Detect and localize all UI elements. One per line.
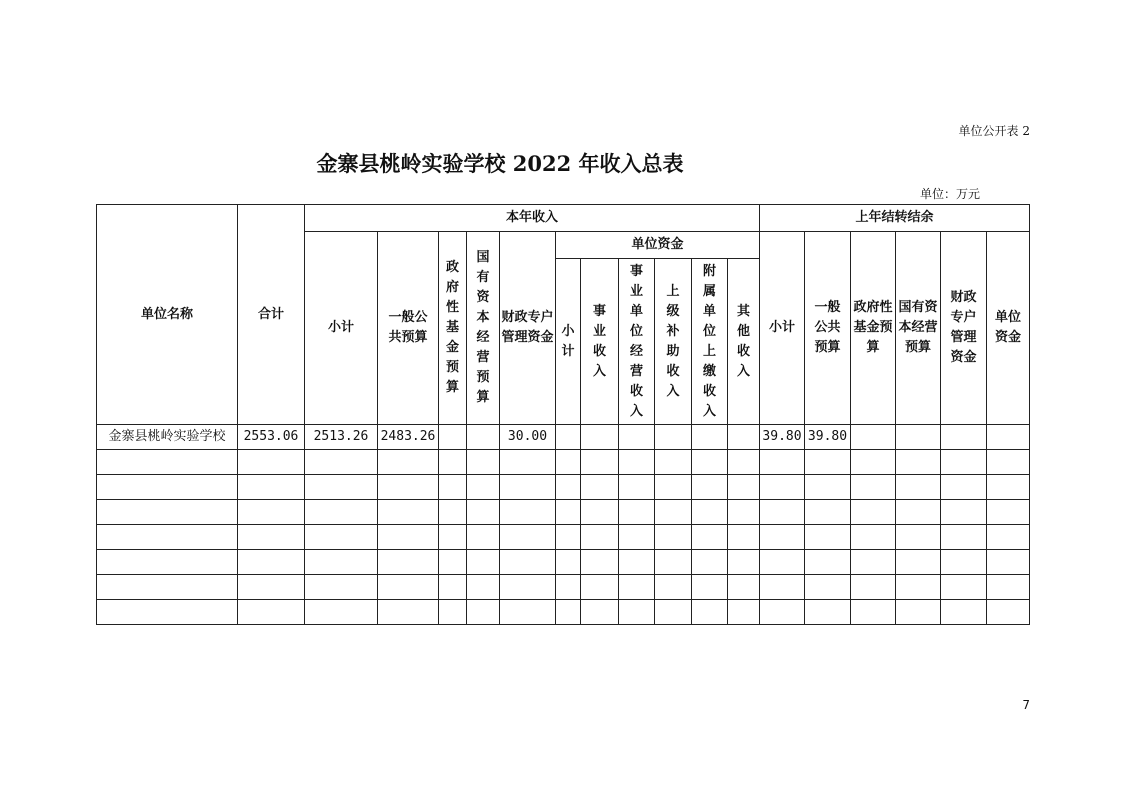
- header-fiscal-special: 财政专户管理资金: [500, 232, 556, 425]
- header-general-budget: 一般公共预算: [378, 232, 439, 425]
- table-row-empty: [97, 525, 1030, 550]
- header-prior-state-capital: 国有资本经营预算: [896, 232, 941, 425]
- header-prior-fiscal-special: 财政专户管理资金: [941, 232, 987, 425]
- header-uf-business: 事业收入: [581, 259, 619, 425]
- form-number: 单位公开表 2: [958, 124, 1030, 138]
- table-row-empty: [97, 575, 1030, 600]
- header-state-capital: 国有资本经营预算: [467, 232, 500, 425]
- cell-uf-business: [581, 425, 619, 450]
- header-unit-name: 单位名称: [97, 205, 238, 425]
- header-total: 合计: [238, 205, 305, 425]
- table-row-empty: [97, 600, 1030, 625]
- cell-uf-affiliated: [692, 425, 728, 450]
- table-row-empty: [97, 475, 1030, 500]
- cell-prior-subtotal: 39.80: [760, 425, 805, 450]
- header-unit-funds: 单位资金: [556, 232, 760, 259]
- cell-prior-state-capital: [896, 425, 941, 450]
- header-uf-subsidy: 上级补助收入: [655, 259, 692, 425]
- header-uf-subtotal: 小计: [556, 259, 581, 425]
- header-gov-fund: 政府性基金预算: [439, 232, 467, 425]
- page-number: 7: [1022, 698, 1030, 712]
- income-table: [96, 204, 1030, 625]
- cell-prior-gov-fund: [851, 425, 896, 450]
- cell-uf-other: [728, 425, 760, 450]
- cell-prior-unit-funds: [987, 425, 1030, 450]
- header-prior-gov-fund: 政府性基金预算: [851, 232, 896, 425]
- header-prior-subtotal: 小计: [760, 232, 805, 425]
- table-row-empty: [97, 550, 1030, 575]
- cell-uf-subtotal: [556, 425, 581, 450]
- table-row-empty: [97, 500, 1030, 525]
- cell-state-capital: [467, 425, 500, 450]
- header-current-subtotal: 小计: [305, 232, 378, 425]
- cell-total: 2553.06: [238, 425, 305, 450]
- header-uf-operating: 事业单位经营收入: [619, 259, 655, 425]
- unit-label: 单位：万元: [919, 187, 980, 201]
- page-title: 金寨县桃岭实验学校 2022 年收入总表: [316, 151, 684, 176]
- table-row-empty: [97, 450, 1030, 475]
- header-current-year: 本年收入: [305, 205, 760, 232]
- cell-current-subtotal: 2513.26: [305, 425, 378, 450]
- header-uf-other: 其他收入: [728, 259, 760, 425]
- cell-fiscal-special: 30.00: [500, 425, 556, 450]
- cell-general-budget: 2483.26: [378, 425, 439, 450]
- cell-uf-subsidy: [655, 425, 692, 450]
- header-prior-year: 上年结转结余: [760, 205, 1030, 232]
- cell-prior-general: 39.80: [805, 425, 851, 450]
- cell-unit-name: 金寨县桃岭实验学校: [97, 425, 238, 450]
- table-row: [97, 425, 1030, 450]
- header-prior-unit-funds: 单位资金: [987, 232, 1030, 425]
- cell-uf-operating: [619, 425, 655, 450]
- header-prior-general: 一般公共预算: [805, 232, 851, 425]
- header-uf-affiliated: 附属单位上缴收入: [692, 259, 728, 425]
- cell-gov-fund: [439, 425, 467, 450]
- cell-prior-fiscal-special: [941, 425, 987, 450]
